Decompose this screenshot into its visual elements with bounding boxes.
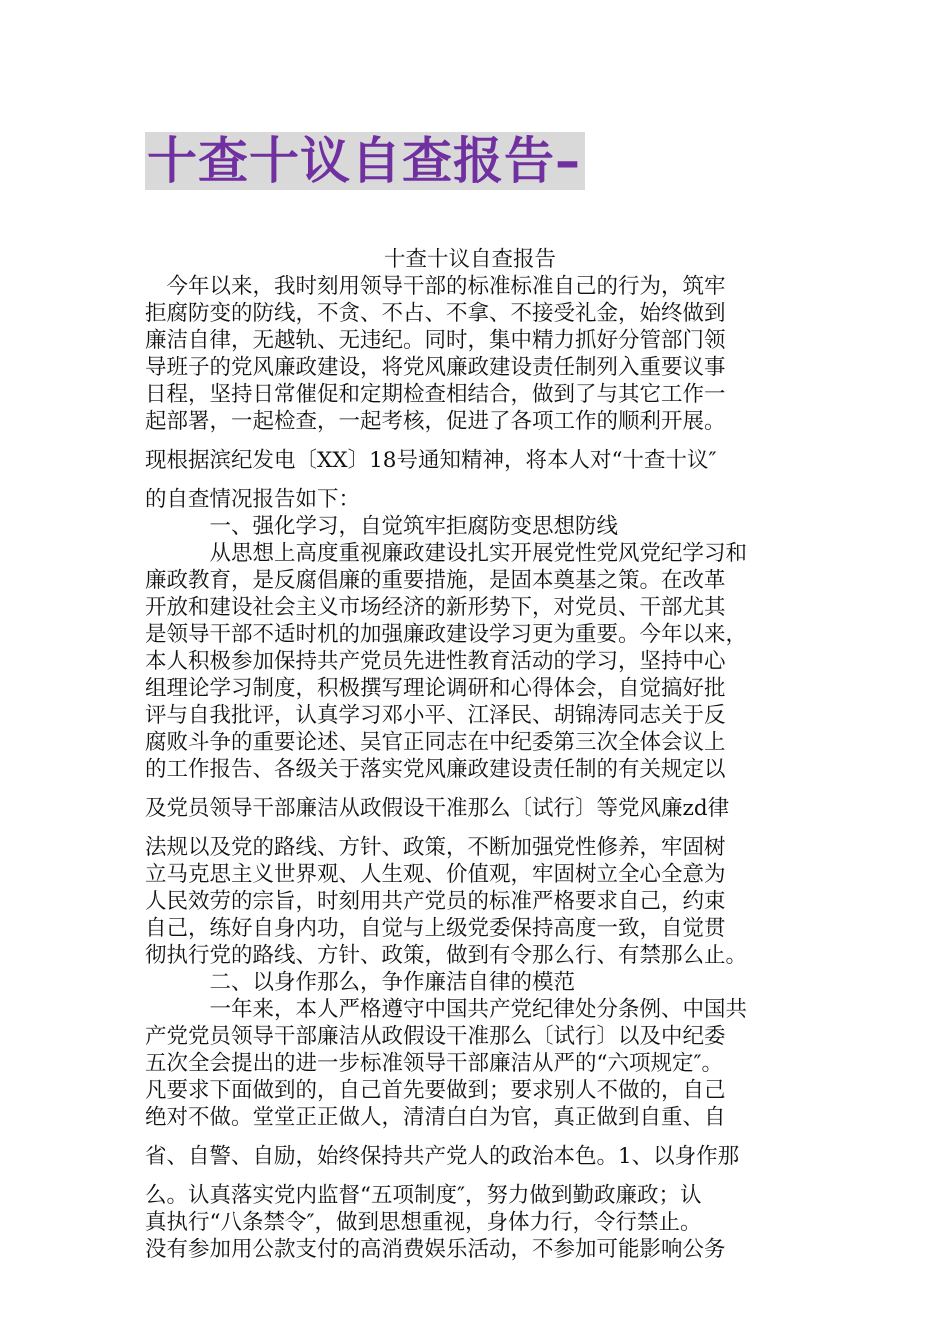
text-line: 本人积极参加保持共产党员先进性教育活动的学习，坚持中心 [145,649,726,674]
text-line: 人民效劳的宗旨，时刻用共产党员的标准严格要求自己，约束 [145,889,726,914]
text-line: 从思想上高度重视廉政建设扎实开展党性党风党纪学习和 [145,541,748,566]
section-heading-2: 二、以身作那么，争作廉洁自律的模范 [145,970,576,995]
text-line: 五次全会提出的进一步标准领导干部廉洁从严的“六项规定″。 [145,1051,724,1076]
text-line: 么。认真落实党内监督“五项制度″，努力做到勤政廉政；认 [145,1183,702,1208]
text-line: 拒腐防变的防线，不贪、不占、不拿、不接受礼金，始终做到 [145,301,726,326]
text-line: 今年以来，我时刻用领导干部的标准标准自己的行为，筑牢 [145,274,726,299]
text-line: 组理论学习制度，积极撰写理论调研和心得体会，自觉搞好批 [145,676,726,701]
text-line: 评与自我批评，认真学习邓小平、江泽民、胡锦涛同志关于反 [145,703,726,728]
text-line: 及党员领导干部廉洁从政假设干准那么〔试行〕等党风廉zd律 [145,796,730,821]
text-line: 的工作报告、各级关于落实党风廉政建设责任制的有关规定以 [145,757,726,782]
text-line: 自己，练好自身内功，自觉与上级党委保持高度一致，自觉贯 [145,916,726,941]
text-line: 导班子的党风廉政建设，将党风廉政建设责任制列入重要议事 [145,355,726,380]
text-line: 腐败斗争的重要论述、吴官正同志在中纪委第三次全体会议上 [145,730,726,755]
text-line: 廉洁自律，无越轨、无违纪。同时，集中精力抓好分管部门领 [145,328,726,353]
text-line: 廉政教育，是反腐倡廉的重要措施，是固本奠基之策。在改革 [145,568,726,593]
text-line: 产党党员领导干部廉洁从政假设干准那么〔试行〕以及中纪委 [145,1024,726,1049]
text-line: 起部署，一起检查，一起考核，促进了各项工作的顺利开展。 [145,409,726,434]
text-line: 绝对不做。堂堂正正做人，清清白白为官，真正做到自重、自 [145,1105,726,1130]
section-heading-1: 一、强化学习，自觉筑牢拒腐防变思想防线 [145,514,619,539]
text-line: 现根据滨纪发电〔XX〕18号通知精神，将本人对“十查十议″ [145,448,717,473]
text-line: 省、自警、自励，始终保持共产党人的政治本色。1、以身作那 [145,1144,740,1169]
text-line: 立马克思主义世界观、人生观、价值观，牢固树立全心全意为 [145,862,726,887]
document-main-title: 十查十议自查报告– [145,132,585,190]
text-line: 日程，坚持日常催促和定期检查相结合，做到了与其它工作一 [145,382,726,407]
text-line: 法规以及党的路线、方针、政策，不断加强党性修养，牢固树 [145,835,726,860]
text-line: 是领导干部不适时机的加强廉政建设学习更为重要。今年以来， [145,622,748,647]
text-line: 彻执行党的路线、方针、政策，做到有令那么行、有禁那么止。 [145,943,748,968]
text-line: 一年来，本人严格遵守中国共产党纪律处分条例、中国共 [145,997,748,1022]
report-heading: 十查十议自查报告 [383,247,556,272]
text-line: 开放和建设社会主义市场经济的新形势下，对党员、干部尤其 [145,595,726,620]
text-line: 没有参加用公款支付的高消费娱乐活动，不参加可能影响公务 [145,1237,726,1262]
text-line: 的自查情况报告如下： [145,487,361,512]
text-line: 真执行“八条禁令″，做到思想重视，身体力行，令行禁止。 [145,1210,702,1235]
text-line: 凡要求下面做到的，自己首先要做到；要求别人不做的，自己 [145,1078,726,1103]
document-body [145,246,835,1263]
